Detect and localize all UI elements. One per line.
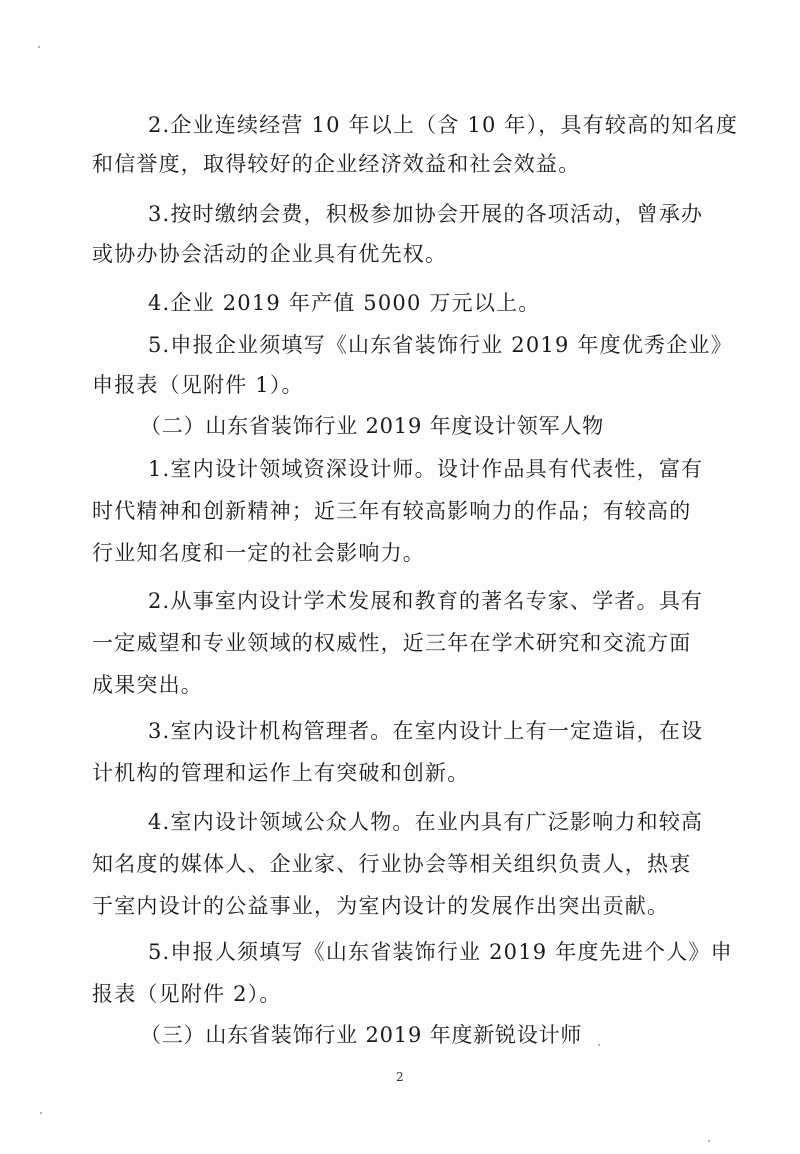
para-4-line-2: 申报表（见附件 1）。: [92, 373, 304, 397]
para-7-line-1: 2.从事室内设计学术发展和教育的著名专家、学者。具有: [148, 589, 704, 613]
para-6-line-1: 1.室内设计领域资深设计师。设计作品具有代表性，富有: [148, 457, 704, 481]
para-4-line-1: 5.申报企业须填写《山东省装饰行业 2019 年度优秀企业》: [148, 333, 733, 357]
para-6-line-3: 行业知名度和一定的社会影响力。: [92, 541, 425, 565]
section-heading-3: （三）山东省装饰行业 2019 年度新锐设计师: [140, 1023, 583, 1047]
para-9-line-1: 4.室内设计领域公众人物。在业内具有广泛影响力和较高: [148, 810, 704, 834]
para-2-line-2: 或协办协会活动的企业具有优先权。: [92, 242, 448, 266]
scan-speck: [38, 46, 40, 48]
scan-speck: [708, 1140, 710, 1142]
scan-speck: [598, 1044, 600, 1046]
para-8-line-2: 计机构的管理和运作上有突破和创新。: [92, 761, 470, 785]
para-9-line-2: 知名度的媒体人、企业家、行业协会等相关组织负责人，热衷: [92, 852, 692, 876]
para-3-line-1: 4.企业 2019 年产值 5000 万元以上。: [148, 291, 541, 315]
scan-speck: [40, 1112, 42, 1114]
para-8-line-1: 3.室内设计机构管理者。在室内设计上有一定造诣，在设: [148, 719, 704, 743]
para-1-line-1: 2.企业连续经营 10 年以上（含 10 年），具有较高的知名度: [148, 113, 739, 137]
page-number: 2: [396, 1070, 404, 1084]
para-1-line-2: 和信誉度，取得较好的企业经济效益和社会效益。: [92, 152, 581, 176]
para-9-line-3: 于室内设计的公益事业，为室内设计的发展作出突出贡献。: [92, 894, 670, 918]
para-7-line-3: 成果突出。: [92, 673, 203, 697]
para-7-line-2: 一定威望和专业领域的权威性，近三年在学术研究和交流方面: [92, 631, 692, 655]
para-10-line-2: 报表（见附件 2）。: [92, 982, 282, 1006]
para-10-line-1: 5.申报人须填写《山东省装饰行业 2019 年度先进个人》申: [148, 940, 733, 964]
para-6-line-2: 时代精神和创新精神；近三年有较高影响力的作品；有较高的: [92, 499, 692, 523]
section-heading-2: （二）山东省装饰行业 2019 年度设计领军人物: [140, 414, 604, 438]
para-2-line-1: 3.按时缴纳会费，积极参加协会开展的各项活动，曾承办: [148, 202, 704, 226]
